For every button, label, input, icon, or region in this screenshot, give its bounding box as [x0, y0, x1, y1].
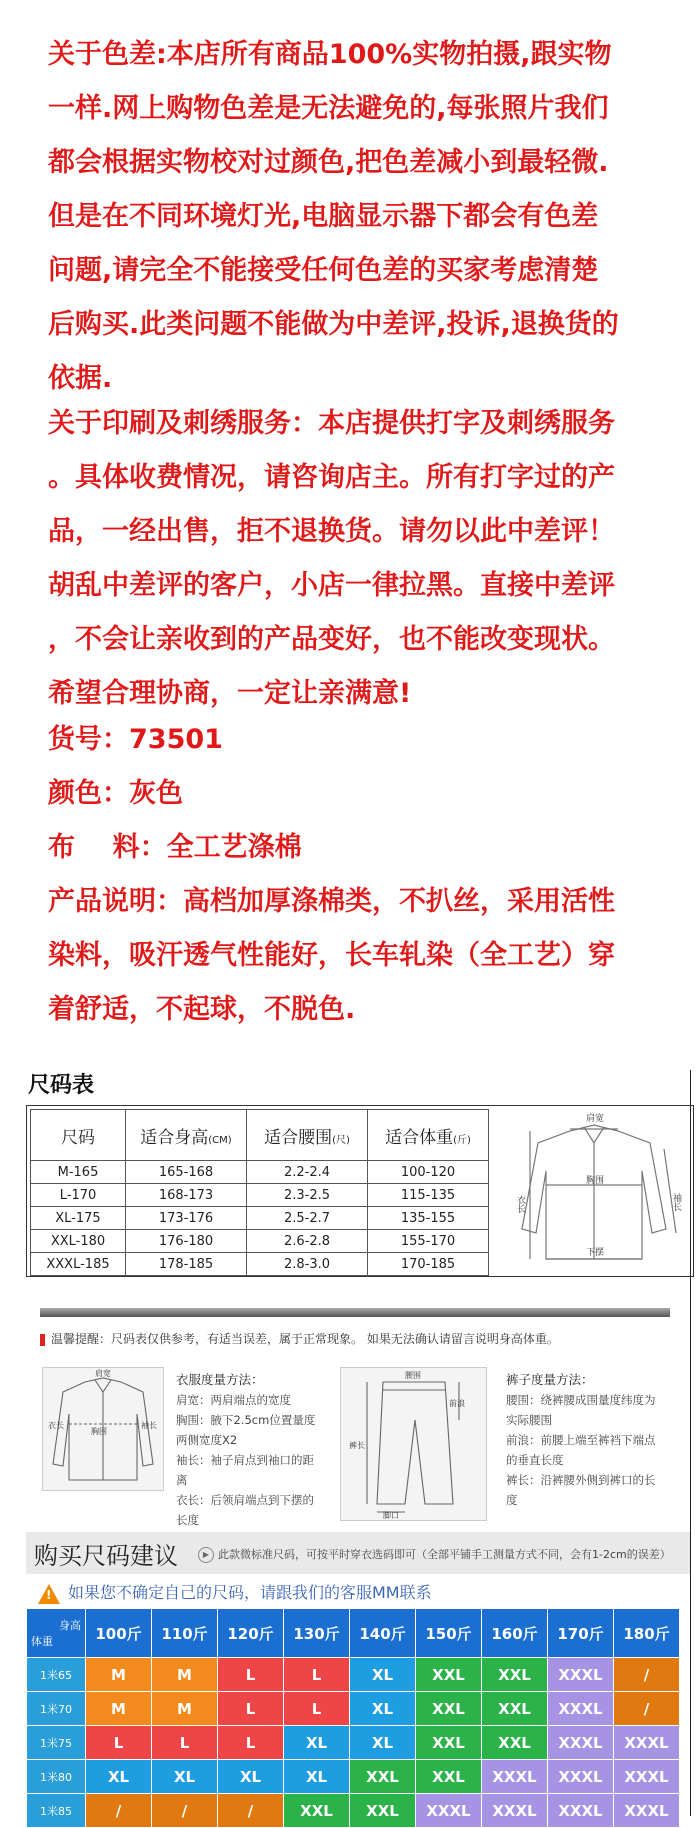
table-row	[27, 1692, 680, 1726]
print-service-notice	[48, 397, 678, 721]
size-cell: XL	[284, 1726, 350, 1760]
measure-line: 袖长：袖子肩点到袖口的距	[176, 1453, 314, 1467]
measure-line: 肩宽：两肩端点的宽度	[176, 1393, 291, 1407]
size-cell: XL	[284, 1760, 350, 1794]
measure-line: 裤长：沿裤腰外侧到裤口的长	[506, 1473, 656, 1487]
color-difference-notice	[48, 28, 678, 406]
size-cell: M	[152, 1658, 218, 1692]
weight-header: 100斤	[86, 1609, 152, 1658]
height-label: 1米80	[27, 1760, 86, 1794]
measure-line: 两侧宽度X2	[176, 1433, 238, 1447]
diagram-label: 肩宽	[586, 1114, 605, 1124]
table-cell: XXL-180	[31, 1230, 126, 1253]
table-row	[31, 1230, 489, 1253]
product-info	[48, 713, 678, 1037]
table-header-row	[31, 1110, 489, 1161]
svg-text:裤长: 裤长	[349, 1441, 365, 1450]
svg-text:胸围: 胸围	[91, 1427, 107, 1436]
size-cell: XXXL	[548, 1760, 614, 1794]
size-cell: XXL	[416, 1658, 482, 1692]
description-line: 染料，吸汗透气性能好，长车轧染（全工艺）穿	[48, 940, 615, 971]
contact-warning: ! 如果您不确定自己的尺码，请跟我们的客服MM联系	[38, 1580, 432, 1604]
header-size: 尺码	[31, 1110, 126, 1161]
size-cell: XXXL	[548, 1726, 614, 1760]
size-cell: /	[152, 1794, 218, 1828]
size-cell: XXXL	[482, 1794, 548, 1828]
divider-bar	[40, 1308, 670, 1317]
height-label: 1米85	[27, 1794, 86, 1828]
weight-header: 150斤	[416, 1609, 482, 1658]
pants-measure-title: 裤子度量方法：	[506, 1372, 594, 1387]
table-row	[27, 1658, 680, 1692]
size-cell: XXXL	[614, 1726, 680, 1760]
size-cell: XL	[152, 1760, 218, 1794]
table-cell: 135-155	[368, 1207, 489, 1230]
size-cell: XXL	[416, 1692, 482, 1726]
size-cell: XXXL	[548, 1658, 614, 1692]
diagram-label: 胸围	[586, 1176, 605, 1186]
notice-line: 但是在不同环境灯光,电脑显示器下都会有色差	[48, 201, 599, 232]
measure-line: 的垂直长度	[506, 1453, 564, 1467]
weight-header: 180斤	[614, 1609, 680, 1658]
description-line: 着舒适，不起球，不脱色.	[48, 994, 356, 1025]
diagram-label: 下摆	[586, 1248, 605, 1258]
svg-text:前浪: 前浪	[449, 1399, 465, 1408]
table-cell: 100-120	[368, 1161, 489, 1184]
weight-header: 170斤	[548, 1609, 614, 1658]
table-row	[27, 1726, 680, 1760]
svg-text:袖长: 袖长	[141, 1421, 157, 1430]
notice-line: 都会根据实物校对过颜色,把色差减小到最轻微.	[48, 147, 609, 178]
size-cell: M	[86, 1692, 152, 1726]
size-cell: XXXL	[614, 1760, 680, 1794]
size-cell: XXL	[350, 1760, 416, 1794]
table-header-row	[27, 1609, 680, 1658]
size-cell: XXL	[482, 1658, 548, 1692]
table-cell: 2.6-2.8	[247, 1230, 368, 1253]
size-cell: /	[614, 1692, 680, 1726]
item-number: 货号：73501	[48, 724, 223, 755]
notice-line: 希望合理协商，一定让亲满意!	[48, 678, 412, 709]
tip-marker-icon	[40, 1334, 45, 1346]
shirt-diagram	[500, 1109, 688, 1275]
size-cell: XXL	[350, 1794, 416, 1828]
top-measure-text	[176, 1370, 326, 1530]
measure-line: 度	[506, 1493, 518, 1507]
notice-line: 关于印刷及刺绣服务：本店提供打字及刺绣服务	[48, 408, 615, 439]
notice-line: ，不会让亲收到的产品变好，也不能改变现状。	[48, 624, 615, 655]
size-cell: /	[614, 1658, 680, 1692]
buy-advice-header	[26, 1532, 690, 1574]
diagram-label: 袖长	[671, 1193, 681, 1211]
table-cell: 178-185	[126, 1253, 247, 1276]
table-cell: XL-175	[31, 1207, 126, 1230]
size-cell: L	[218, 1726, 284, 1760]
size-cell: XXL	[482, 1726, 548, 1760]
size-cell: XXXL	[482, 1760, 548, 1794]
size-cell: XXXL	[416, 1794, 482, 1828]
size-cell: XXL	[416, 1760, 482, 1794]
warning-icon: !	[38, 1584, 60, 1604]
size-cell: XXL	[482, 1692, 548, 1726]
measure-line: 胸围：腋下2.5cm位置量度	[176, 1413, 316, 1427]
notice-line: 一样.网上购物色差是无法避免的,每张照片我们	[48, 93, 609, 124]
table-cell: 155-170	[368, 1230, 489, 1253]
corner-cell: 身高 体重	[27, 1609, 86, 1658]
header-weight: 适合体重(斤)	[368, 1110, 489, 1161]
size-cell: L	[218, 1658, 284, 1692]
table-cell: 2.3-2.5	[247, 1184, 368, 1207]
table-row	[31, 1253, 489, 1276]
table-cell: 2.8-3.0	[247, 1253, 368, 1276]
table-row	[31, 1161, 489, 1184]
size-cell: L	[284, 1692, 350, 1726]
height-label: 1米70	[27, 1692, 86, 1726]
measure-line: 实际腰围	[506, 1413, 552, 1427]
notice-line: 胡乱中差评的客户，小店一律拉黑。直接中差评	[48, 570, 615, 601]
description-line: 产品说明：高档加厚涤棉类，不扒丝，采用活性	[48, 886, 615, 917]
table-row	[27, 1794, 680, 1828]
measure-line: 衣长：后领肩端点到下摆的	[176, 1493, 314, 1507]
size-cell: L	[86, 1726, 152, 1760]
play-icon: ▶	[198, 1547, 214, 1563]
notice-line: 问题,请完全不能接受任何色差的买家考虑清楚	[48, 255, 599, 286]
table-row	[27, 1760, 680, 1794]
table-cell: 2.2-2.4	[247, 1161, 368, 1184]
measure-line: 前浪：前腰上端至裤裆下端点	[506, 1433, 656, 1447]
svg-text:脚口: 脚口	[383, 1511, 399, 1520]
svg-text:腰围: 腰围	[405, 1371, 421, 1380]
measure-line: 离	[176, 1473, 188, 1487]
notice-line: 后购买.此类问题不能做为中差评,投诉,退换货的	[48, 309, 619, 340]
size-cell: XXL	[416, 1726, 482, 1760]
table-cell: M-165	[31, 1161, 126, 1184]
product-material: 布 料：全工艺涤棉	[48, 832, 302, 863]
size-cell: XXXL	[614, 1794, 680, 1828]
top-measure-title: 衣服度量方法：	[176, 1372, 264, 1387]
top-measure-diagram	[42, 1367, 164, 1491]
size-cell: XXXL	[548, 1692, 614, 1726]
product-color: 颜色：灰色	[48, 778, 183, 809]
reminder-tip: 温馨提醒：尺码表仅供参考，有适当误差，属于正常现象。 如果无法确认请留言说明身高体重。	[40, 1330, 559, 1347]
size-cell: M	[152, 1692, 218, 1726]
notice-line: 依据.	[48, 363, 113, 394]
table-cell: 165-168	[126, 1161, 247, 1184]
size-chart-title: 尺码表	[28, 1073, 95, 1098]
diagram-label: 衣长	[515, 1195, 525, 1213]
size-chart-table	[30, 1109, 489, 1276]
table-cell: XXXL-185	[31, 1253, 126, 1276]
size-cell: XL	[218, 1760, 284, 1794]
table-cell: L-170	[31, 1184, 126, 1207]
height-label: 1米65	[27, 1658, 86, 1692]
size-cell: XXL	[284, 1794, 350, 1828]
size-cell: XL	[86, 1760, 152, 1794]
table-cell: 176-180	[126, 1230, 247, 1253]
pants-measure-diagram	[340, 1367, 487, 1521]
weight-header: 130斤	[284, 1609, 350, 1658]
header-waist: 适合腰围(尺)	[247, 1110, 368, 1161]
notice-line: 品，一经出售，拒不退换货。请勿以此中差评！	[48, 516, 615, 547]
size-cell: L	[284, 1658, 350, 1692]
header-height: 适合身高(CM)	[126, 1110, 247, 1161]
table-cell: 115-135	[368, 1184, 489, 1207]
weight-header: 160斤	[482, 1609, 548, 1658]
notice-line: 。具体收费情况，请咨询店主。所有打字过的产	[48, 462, 615, 493]
table-cell: 173-176	[126, 1207, 247, 1230]
table-row	[31, 1184, 489, 1207]
table-cell: 2.5-2.7	[247, 1207, 368, 1230]
size-cell: M	[86, 1658, 152, 1692]
measure-line: 长度	[176, 1513, 199, 1527]
weight-header: 120斤	[218, 1609, 284, 1658]
table-cell: 168-173	[126, 1184, 247, 1207]
measure-line: 腰围：绕裤腰成围量度纬度为	[506, 1393, 656, 1407]
size-cell: /	[86, 1794, 152, 1828]
buy-advice-note: ▶ 此款微标准尺码，可按平时穿衣选码即可（全部平铺手工测量方式不同，会有1-2cm的误差）	[198, 1546, 671, 1563]
size-cell: XL	[350, 1658, 416, 1692]
size-cell: XXXL	[548, 1794, 614, 1828]
notice-line: 关于色差:本店所有商品100%实物拍摄,跟实物	[48, 39, 612, 70]
table-row	[31, 1207, 489, 1230]
weight-header: 140斤	[350, 1609, 416, 1658]
size-recommendation-table	[26, 1608, 680, 1828]
size-cell: XL	[350, 1726, 416, 1760]
pants-measure-text	[506, 1370, 671, 1510]
svg-text:肩宽: 肩宽	[95, 1369, 111, 1378]
table-cell: 170-185	[368, 1253, 489, 1276]
height-label: 1米75	[27, 1726, 86, 1760]
size-cell: L	[218, 1692, 284, 1726]
size-cell: /	[218, 1794, 284, 1828]
svg-text:衣长: 衣长	[48, 1421, 64, 1430]
weight-header: 110斤	[152, 1609, 218, 1658]
size-cell: XL	[350, 1692, 416, 1726]
buy-advice-title: 购买尺码建议	[34, 1542, 178, 1570]
size-cell: L	[152, 1726, 218, 1760]
